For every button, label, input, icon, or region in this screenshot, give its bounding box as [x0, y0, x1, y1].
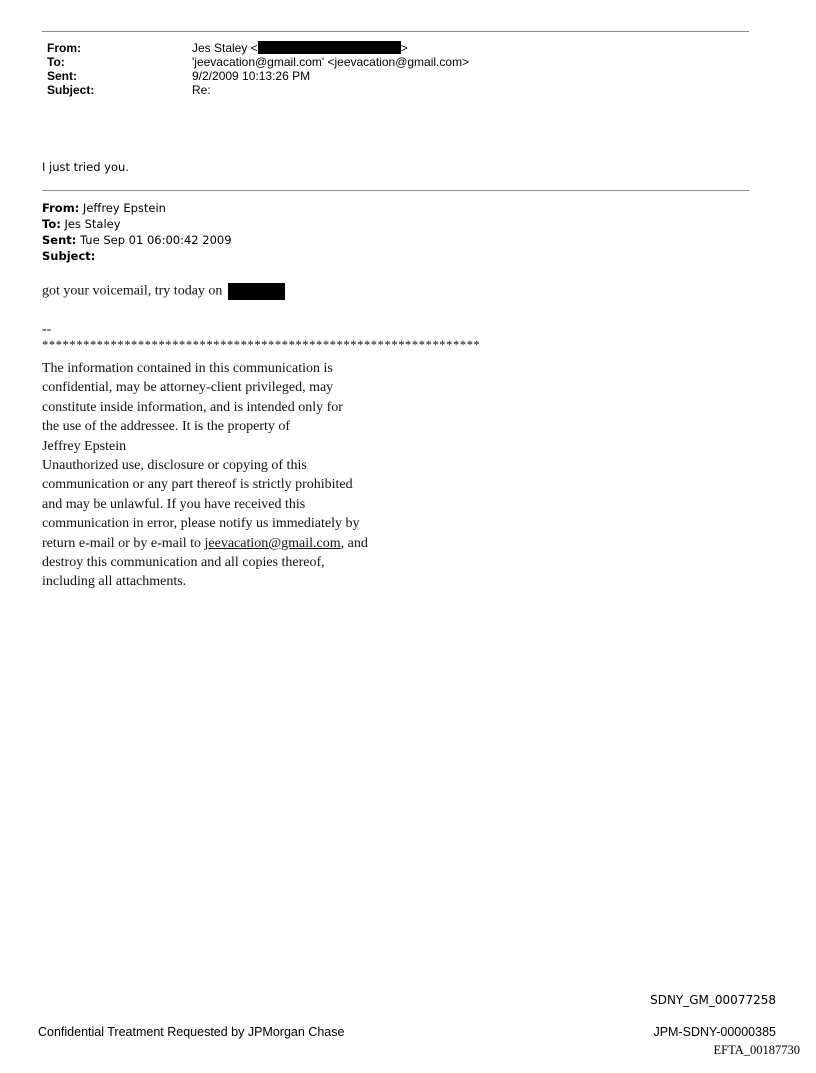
- quoted-body: [42, 283, 285, 300]
- sdny-bates-number: SDNY_GM_00077258: [650, 993, 776, 1007]
- quoted-sent-row: [42, 232, 232, 248]
- quoted-header: [42, 200, 232, 264]
- quoted-subject-row: [42, 248, 232, 264]
- signature-stars: ****************************************************************: [42, 338, 481, 352]
- from-close: >: [400, 41, 408, 55]
- quoted-from-label: From:: [42, 201, 80, 215]
- middle-divider: [42, 190, 749, 191]
- quoted-to-label: To:: [42, 217, 61, 231]
- email-link[interactable]: jeevacation@gmail.com: [204, 535, 341, 551]
- confidential-footer: Confidential Treatment Requested by JPMorgan Chase: [38, 1025, 345, 1039]
- disclaimer-text: , and: [340, 535, 368, 551]
- reply-body: I just tried you.: [42, 160, 129, 174]
- sent-label: Sent:: [47, 69, 77, 83]
- disclaimer-line: including all attachments.: [42, 574, 187, 590]
- disclaimer-line: the use of the addressee. It is the property of: [42, 419, 291, 435]
- from-value: [192, 41, 408, 55]
- from-label: From:: [47, 41, 81, 55]
- disclaimer-line: The information contained in this communication is: [42, 361, 333, 376]
- subject-value: Re:: [192, 83, 211, 97]
- disclaimer-line: confidential, may be attorney-client privileged, may: [42, 380, 334, 396]
- disclaimer-line: and may be unlawful. If you have received this: [42, 496, 306, 512]
- disclaimer-text: return e-mail or by e-mail to: [42, 535, 205, 551]
- efta-number: EFTA_00187730: [713, 1043, 800, 1057]
- disclaimer-line: Jeffrey Epstein: [42, 438, 127, 454]
- top-divider: [42, 31, 749, 32]
- jpm-bates-number: JPM-SDNY-00000385: [653, 1025, 776, 1039]
- quoted-to-value: Jes Staley: [60, 217, 121, 231]
- disclaimer-line: destroy this communication and all copies thereof,: [42, 554, 325, 570]
- to-label: To:: [47, 55, 65, 69]
- quoted-sent-value: Tue Sep 01 06:00:42 2009: [76, 233, 232, 247]
- subject-label: Subject:: [47, 83, 95, 97]
- quoted-from-row: [42, 200, 232, 216]
- quoted-body-text: got your voicemail, try today on: [42, 283, 223, 299]
- quoted-subject-label: Subject:: [42, 249, 96, 263]
- to-value: 'jeevacation@gmail.com' <jeevacation@gmail.com>: [192, 55, 470, 69]
- sent-value: 9/2/2009 10:13:26 PM: [192, 69, 311, 83]
- disclaimer: [42, 359, 368, 592]
- disclaimer-line: communication in error, please notify us immediately by: [42, 516, 360, 532]
- signature-dashes: --: [42, 322, 52, 337]
- from-sender: Jes Staley <: [192, 41, 258, 55]
- quoted-sent-label: Sent:: [42, 233, 77, 247]
- disclaimer-line: constitute inside information, and is intended only for: [42, 399, 343, 415]
- quoted-to-row: [42, 216, 232, 232]
- redaction-box: [228, 283, 285, 300]
- redaction-box: [258, 41, 401, 54]
- disclaimer-line: communication or any part thereof is strictly prohibited: [42, 477, 353, 493]
- quoted-from-value: Jeffrey Epstein: [79, 201, 166, 215]
- disclaimer-line: Unauthorized use, disclosure or copying of this: [42, 457, 307, 473]
- disclaimer-line: [42, 534, 368, 553]
